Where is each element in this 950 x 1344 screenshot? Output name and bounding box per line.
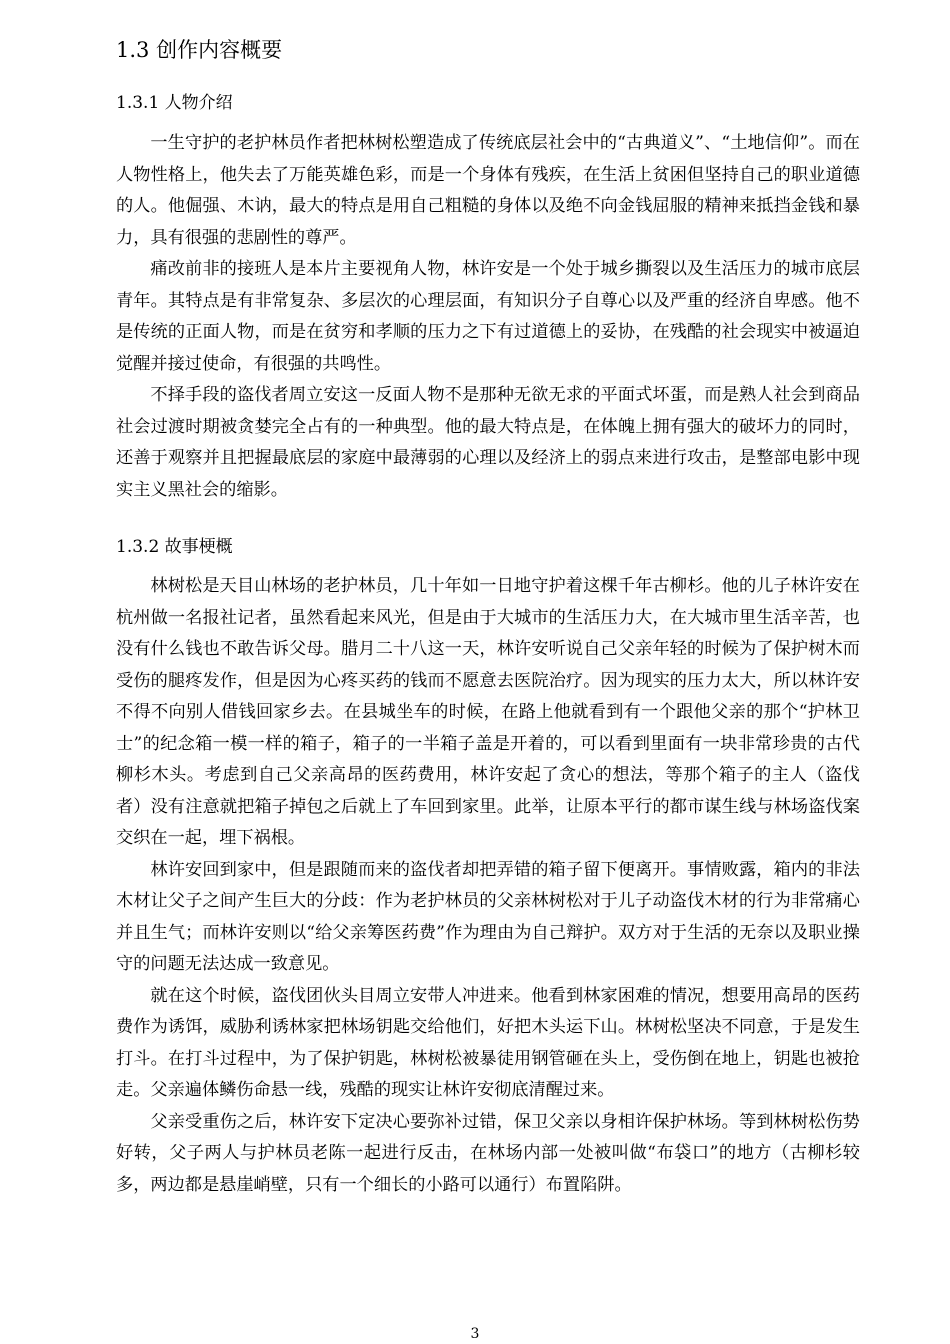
page-number: 3 [470, 1326, 480, 1342]
paragraph: 父亲受重伤之后，林许安下定决心要弥补过错，保卫父亲以身相许保护林场。等到林树松伤势好转，父子两人与护林员老陈一起进行反击，在林场内部一处被叫做“布袋口”的地方（古柳杉较多，两边都是悬崖峭壁，只有一个细长的小路可以通行）布置陷阱。 [116, 1111, 860, 1195]
section-heading: 1.3 创作内容概要 [116, 38, 283, 62]
paragraph: 林许安回到家中，但是跟随而来的盗伐者却把弄错的箱子留下便离开。事情败露，箱内的非法木材让父子之间产生巨大的分歧：作为老护林员的父亲林树松对于儿子动盗伐木材的行为非常痛心并且生气；而林许安则以“给父亲筹医药费”作为理由为自己辩护。双方对于生活的无奈以及职业操守的问题无法达成一致意见。 [116, 859, 860, 974]
subsection-heading-synopsis: 1.3.2 故事梗概 [116, 537, 233, 557]
paragraph: 一生守护的老护林员作者把林树松塑造成了传统底层社会中的“古典道义”、“土地信仰”。而在人物性格上，他失去了万能英雄色彩，而是一个身体有残疾，在生活上贫困但坚持自己的职业道德的人。他倔强、木讷，最大的特点是用自己粗糙的身体以及绝不向金钱屈服的精神来抵挡金钱和暴力，具有很强的悲剧性的尊严。 [116, 133, 860, 248]
paragraph: 就在这个时候，盗伐团伙头目周立安带人冲进来。他看到林家困难的情况，想要用高昂的医药费作为诱饵，威胁利诱林家把林场钥匙交给他们，好把木头运下山。林树松坚决不同意，于是发生打斗。在打斗过程中，为了保护钥匙，林树松被暴徒用钢管砸在头上，受伤倒在地上，钥匙也被抢走。父亲遍体鳞伤命悬一线，残酷的现实让林许安彻底清醒过来。 [116, 985, 860, 1100]
paragraph: 林树松是天目山林场的老护林员，几十年如一日地守护着这棵千年古柳杉。他的儿子林许安在杭州做一名报社记者，虽然看起来风光，但是由于大城市的生活压力大，在大城市里生活辛苦，也没有什么钱也不敢告诉父母。腊月二十八这一天，林许安听说自己父亲年轻的时候为了保护树木而受伤的腿疼发作，但是因为心疼买药的钱而不愿意去医院治疗。因为现实的压力太大，所以林许安不得不向别人借钱回家乡去。在县城坐车的时候，在路上他就看到有一个跟他父亲的那个“护林卫士”的纪念箱一模一样的箱子，箱子的一半箱子盖是开着的，可以看到里面有一块非常珍贵的古代柳杉木头。考虑到自己父亲高昂的医药费用，林许安起了贪心的想法，等那个箱子的主人（盗伐者）没有注意就把箱子掉包之后就上了车回到家里。此举，让原本平行的都市谋生线与林场盗伐案交织在一起，埋下祸根。 [116, 576, 860, 848]
paragraph: 不择手段的盗伐者周立安这一反面人物不是那种无欲无求的平面式坏蛋，而是熟人社会到商品社会过渡时期被贪婪完全占有的一种典型。他的最大特点是，在体魄上拥有强大的破坏力的同时，还善于观察并且把握最底层的家庭中最薄弱的心理以及经济上的弱点来进行攻击，是整部电影中现实主义黑社会的缩影。 [116, 385, 860, 500]
paragraph: 痛改前非的接班人是本片主要视角人物，林许安是一个处于城乡撕裂以及生活压力的城市底层青年。其特点是有非常复杂、多层次的心理层面，有知识分子自尊心以及严重的经济自卑感。他不是传统的正面人物，而是在贫穷和孝顺的压力之下有过道德上的妥协，在残酷的社会现实中被逼迫觉醒并接过使命，有很强的共鸣性。 [116, 259, 860, 374]
synopsis-body [116, 571, 860, 1201]
subsection-heading-characters: 1.3.1 人物介绍 [116, 93, 233, 113]
characters-body [116, 128, 860, 506]
